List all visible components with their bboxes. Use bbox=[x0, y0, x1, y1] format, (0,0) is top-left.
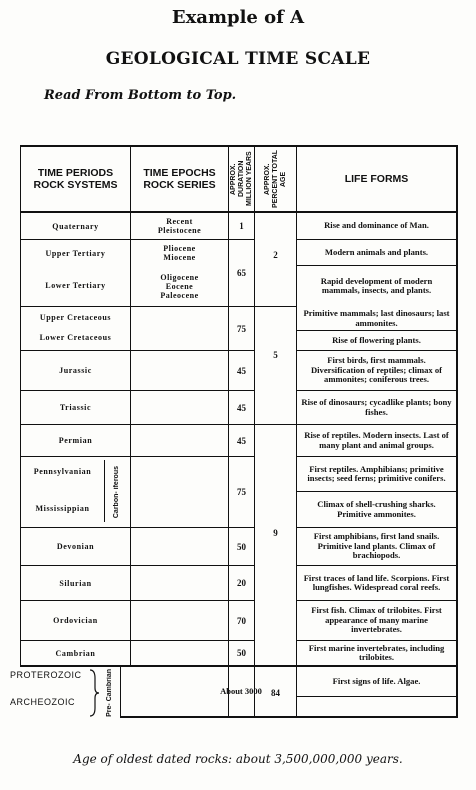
epoch-label: Recent bbox=[166, 217, 193, 226]
duration-cretaceous: 75 bbox=[237, 323, 246, 334]
life-mississippian: Climax of shell-crushing sharks. Primitive ammonites. bbox=[317, 499, 436, 519]
life-jurassic: First birds, first mammals. Diversification of reptiles; climax of ammonites; coniferous trees. bbox=[310, 355, 443, 385]
header-duration: APPROX. DURATION MILLION YEARS bbox=[229, 151, 253, 207]
precambrian-brace-line bbox=[120, 666, 121, 718]
period-jurassic: Jurassic bbox=[59, 366, 92, 375]
percent-cenozoic: 2 bbox=[273, 250, 278, 260]
life-lower-cretaceous: Rise of flowering plants. bbox=[332, 334, 421, 345]
table-bottom-border bbox=[120, 716, 458, 718]
epoch-label: Pleistocene bbox=[157, 226, 202, 235]
duration-permian: 45 bbox=[237, 435, 246, 446]
period-cambrian: Cambrian bbox=[55, 648, 96, 658]
percent-paleozoic: 9 bbox=[273, 528, 278, 538]
life-lower-tertiary: Rapid development of modern mammals, insects, and plants. bbox=[320, 275, 433, 295]
duration-precambrian: About 3000 bbox=[220, 685, 262, 696]
header-percent: APPROX. PERCENT TOTAL AGE bbox=[263, 149, 287, 209]
life-precambrian: First signs of life. Algae. bbox=[332, 675, 421, 686]
period-proterozoic: PROTEROZOIC bbox=[10, 670, 82, 680]
epoch-label: Miocene bbox=[163, 253, 196, 262]
table-right-border bbox=[456, 145, 458, 718]
header-life-forms: LIFE FORMS bbox=[344, 173, 409, 185]
epoch-label: Oligocene bbox=[160, 272, 199, 282]
period-upper-tertiary: Upper Tertiary bbox=[45, 248, 106, 258]
life-upper-cretaceous: Primitive mammals; last dinosaurs; last ammonites. bbox=[303, 308, 450, 328]
duration-cambrian: 50 bbox=[237, 648, 246, 658]
period-upper-cretaceous: Upper Cretaceous bbox=[39, 312, 112, 322]
duration-silurian: 20 bbox=[237, 578, 246, 588]
life-cambrian: First marine invertebrates, including trilobites. bbox=[308, 642, 445, 662]
precambrian-brace-icon bbox=[88, 668, 100, 718]
epoch-label: Paleocene bbox=[160, 290, 199, 300]
duration-jurassic: 45 bbox=[237, 365, 246, 376]
life-triassic: Rise of dinosaurs; cycadlike plants; bony fishes. bbox=[301, 397, 452, 417]
header-epochs: TIME EPOCHS ROCK SERIES bbox=[143, 167, 216, 191]
period-precambrian: Pre- Cambrian bbox=[106, 669, 113, 717]
epochs-lower-tertiary bbox=[131, 268, 228, 304]
period-silurian: Silurian bbox=[59, 578, 92, 588]
period-carboniferous: Carbon- iferous bbox=[113, 465, 120, 519]
title-line-1: Example of A bbox=[171, 7, 305, 28]
life-ordovician: First fish. Climax of trilobites. First appearance of many marine invertebrates. bbox=[311, 605, 442, 635]
life-pennsylvanian: First reptiles. Amphibians; primitive insects; seed ferns; primitive conifers. bbox=[307, 463, 446, 483]
title-line-2: GEOLOGICAL TIME SCALE bbox=[105, 49, 371, 69]
life-devonian: First amphibians, first land snails. Primitive land plants. Climax of brachiopods. bbox=[313, 531, 440, 561]
duration-triassic: 45 bbox=[237, 402, 246, 413]
period-archeozoic: ARCHEOZOIC bbox=[10, 697, 76, 707]
period-ordovician: Ordovician bbox=[53, 616, 98, 625]
period-devonian: Devonian bbox=[56, 542, 95, 551]
row-line bbox=[20, 456, 254, 457]
oldest-rocks-note: Age of oldest dated rocks: about 3,500,000,000 years. bbox=[73, 752, 403, 766]
col-line-duration bbox=[254, 145, 255, 718]
period-lower-cretaceous: Lower Cretaceous bbox=[39, 332, 112, 342]
period-pennsylvanian: Pennsylvanian bbox=[33, 466, 92, 476]
life-quaternary: Rise and dominance of Man. bbox=[324, 220, 429, 231]
duration-carboniferous: 75 bbox=[237, 487, 246, 497]
epochs-quaternary bbox=[131, 213, 228, 239]
read-instruction: Read From Bottom to Top. bbox=[44, 88, 237, 103]
period-permian: Permian bbox=[58, 436, 93, 445]
percent-precambrian: 84 bbox=[271, 688, 280, 698]
epochs-upper-tertiary bbox=[131, 240, 228, 266]
period-mississippian: Mississippian bbox=[35, 503, 90, 513]
life-permian: Rise of reptiles. Modern insects. Last of many plant and animal groups. bbox=[304, 430, 449, 450]
epoch-label: Pliocene bbox=[163, 244, 196, 253]
duration-tertiary: 65 bbox=[237, 268, 246, 278]
epoch-label: Eocene bbox=[165, 281, 194, 291]
duration-quaternary: 1 bbox=[239, 221, 244, 231]
period-quaternary: Quaternary bbox=[52, 221, 99, 231]
life-silurian: First traces of land life. Scorpions. First lungfishes. Widespread coral reefs. bbox=[303, 572, 450, 592]
period-lower-tertiary: Lower Tertiary bbox=[45, 280, 106, 290]
period-triassic: Triassic bbox=[59, 403, 92, 412]
life-upper-tertiary: Modern animals and plants. bbox=[324, 246, 429, 257]
duration-ordovician: 70 bbox=[237, 615, 246, 626]
header-periods: TIME PERIODS ROCK SYSTEMS bbox=[33, 167, 118, 191]
life-row-line bbox=[296, 696, 458, 697]
percent-mesozoic: 5 bbox=[273, 350, 278, 360]
duration-devonian: 50 bbox=[237, 541, 246, 552]
